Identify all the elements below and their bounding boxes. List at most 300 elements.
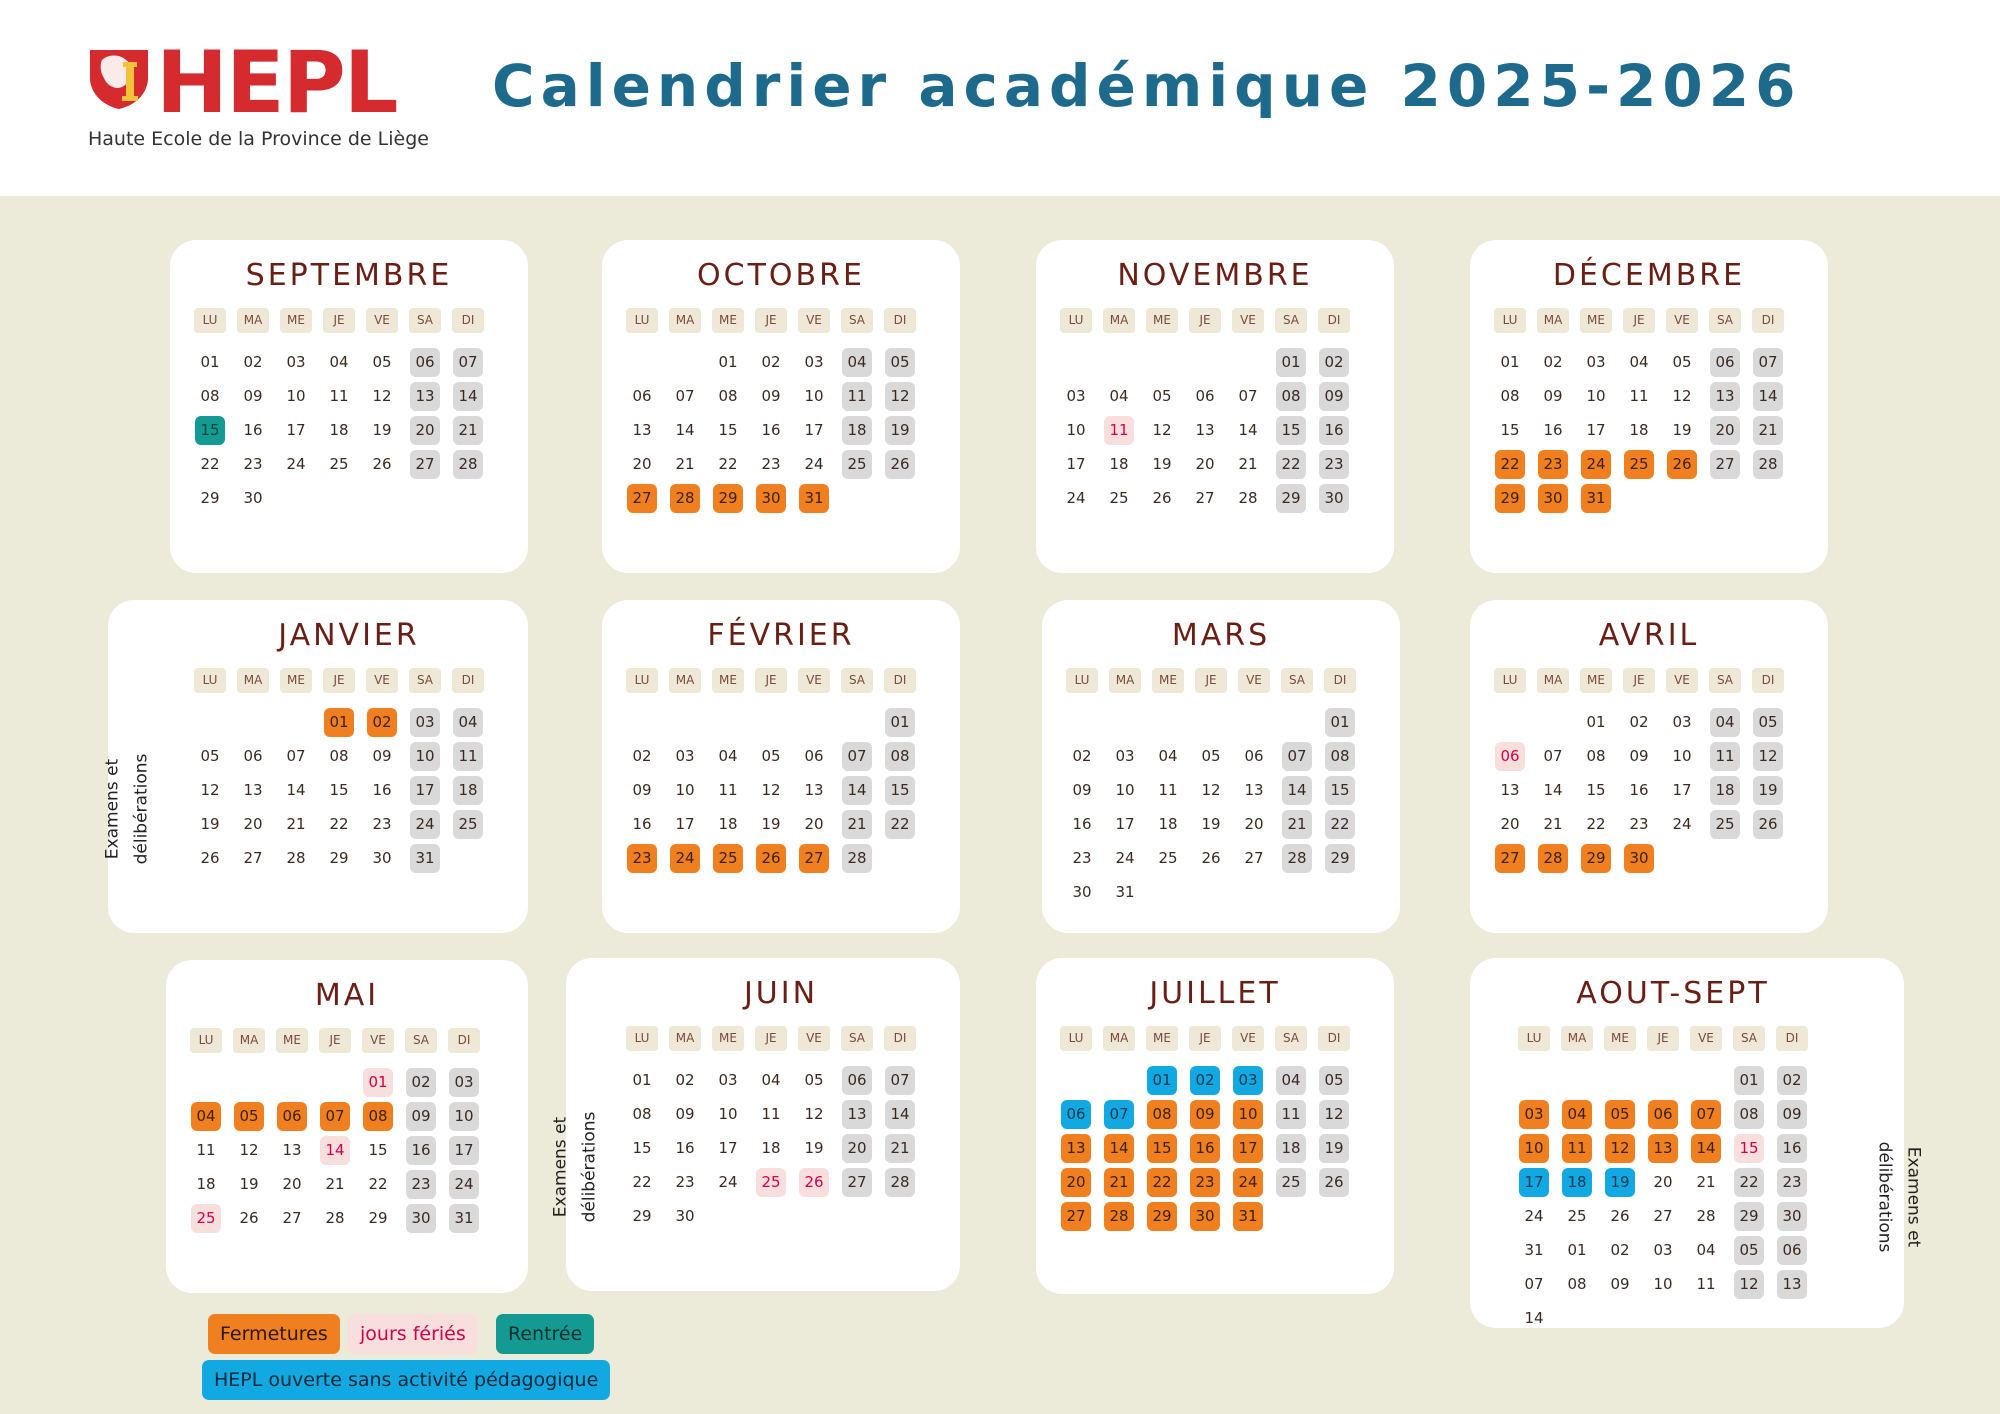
day-cell: 17 <box>1066 455 1086 473</box>
day-cell: 01 <box>1276 348 1306 377</box>
day-cell: 15 <box>632 1139 652 1157</box>
day-cell: 27 <box>410 450 440 479</box>
day-cell: 18 <box>1109 455 1129 473</box>
month-title: DÉCEMBRE <box>1552 258 1746 293</box>
day-cell: 18 <box>453 776 483 805</box>
day-cell: 23 <box>1190 1168 1220 1197</box>
day-cell: 19 <box>1152 455 1172 473</box>
day-cell: 13 <box>1648 1134 1678 1163</box>
day-cell: 22 <box>200 455 220 473</box>
day-cell: 10 <box>1519 1134 1549 1163</box>
day-cell: 27 <box>282 1209 302 1227</box>
day-cell: 08 <box>1586 747 1606 765</box>
day-cell: 15 <box>1586 781 1606 799</box>
weekday-label: MA <box>1537 668 1569 693</box>
month-card-mars <box>1042 600 1400 933</box>
month-title: MAI <box>314 978 380 1013</box>
weekday-label: ME <box>1604 1026 1636 1051</box>
day-cell: 30 <box>1319 484 1349 513</box>
day-cell: 03 <box>449 1068 479 1097</box>
month-card-septembre <box>170 240 528 573</box>
day-cell: 08 <box>1567 1275 1587 1293</box>
day-cell: 18 <box>842 416 872 445</box>
day-cell: 22 <box>1586 815 1606 833</box>
side-note-line: délibérations <box>131 753 152 865</box>
day-cell: 31 <box>1524 1241 1544 1259</box>
day-cell: 09 <box>1629 747 1649 765</box>
weekday-label: LU <box>1060 308 1092 333</box>
day-cell: 14 <box>320 1136 350 1165</box>
day-cell: 10 <box>286 387 306 405</box>
day-cell: 01 <box>363 1068 393 1097</box>
day-cell: 25 <box>191 1204 221 1233</box>
day-cell: 03 <box>1115 747 1135 765</box>
weekday-label: VE <box>362 1028 394 1053</box>
day-cell: 26 <box>1201 849 1221 867</box>
day-cell: 11 <box>453 742 483 771</box>
day-cell: 03 <box>675 747 695 765</box>
month-title: SEPTEMBRE <box>245 258 453 293</box>
day-cell: 30 <box>1190 1202 1220 1231</box>
day-cell: 15 <box>329 781 349 799</box>
day-cell: 21 <box>1753 416 1783 445</box>
day-cell: 09 <box>1319 382 1349 411</box>
logo-subtitle: Haute Ecole de la Province de Liège <box>88 128 429 150</box>
day-cell: 09 <box>1190 1100 1220 1129</box>
day-cell: 15 <box>195 416 225 445</box>
side-note-line: Examens et <box>1903 1146 1924 1248</box>
day-cell: 03 <box>1233 1066 1263 1095</box>
day-cell: 07 <box>842 742 872 771</box>
day-cell: 25 <box>329 455 349 473</box>
hepl-logo <box>88 33 429 158</box>
day-cell: 22 <box>1147 1168 1177 1197</box>
day-cell: 13 <box>804 781 824 799</box>
month-title: NOVEMBRE <box>1117 258 1313 293</box>
day-cell: 21 <box>1238 455 1258 473</box>
day-cell: 24 <box>718 1173 738 1191</box>
day-cell: 19 <box>1319 1134 1349 1163</box>
weekday-label: LU <box>1494 308 1526 333</box>
day-cell: 16 <box>1190 1134 1220 1163</box>
day-cell: 06 <box>1061 1100 1091 1129</box>
day-cell: 02 <box>1319 348 1349 377</box>
day-cell: 10 <box>1233 1100 1263 1129</box>
day-cell: 24 <box>1581 450 1611 479</box>
day-cell: 01 <box>1567 1241 1587 1259</box>
day-cell: 06 <box>243 747 263 765</box>
weekday-label: MA <box>1103 1026 1135 1051</box>
day-cell: 14 <box>1524 1309 1544 1327</box>
day-cell: 26 <box>1610 1207 1630 1225</box>
day-cell: 18 <box>1158 815 1178 833</box>
weekday-label: VE <box>798 1026 830 1051</box>
weekday-label: JE <box>1623 668 1655 693</box>
day-cell: 10 <box>804 387 824 405</box>
day-cell: 25 <box>842 450 872 479</box>
weekday-label: MA <box>669 308 701 333</box>
day-cell: 21 <box>1696 1173 1716 1191</box>
weekday-label: ME <box>1580 308 1612 333</box>
day-cell: 05 <box>234 1102 264 1131</box>
day-cell: 14 <box>1753 382 1783 411</box>
legend-jours-feries: jours fériés <box>348 1314 478 1354</box>
day-cell: 07 <box>1753 348 1783 377</box>
day-cell: 04 <box>761 1071 781 1089</box>
day-cell: 16 <box>761 421 781 439</box>
day-cell: 10 <box>1653 1275 1673 1293</box>
day-cell: 18 <box>329 421 349 439</box>
day-cell: 21 <box>1282 810 1312 839</box>
weekday-label: LU <box>1060 1026 1092 1051</box>
day-cell: 18 <box>761 1139 781 1157</box>
weekday-label: VE <box>1666 308 1698 333</box>
day-cell: 23 <box>627 844 657 873</box>
weekday-label: DI <box>1776 1026 1808 1051</box>
day-cell: 14 <box>842 776 872 805</box>
day-cell: 13 <box>1500 781 1520 799</box>
weekday-label: JE <box>1195 668 1227 693</box>
day-cell: 15 <box>1276 416 1306 445</box>
day-cell: 13 <box>243 781 263 799</box>
weekday-label: SA <box>1275 308 1307 333</box>
day-cell: 30 <box>1538 484 1568 513</box>
month-card-avril <box>1470 600 1828 933</box>
day-cell: 17 <box>804 421 824 439</box>
month-card-juin <box>550 958 960 1291</box>
weekday-label: ME <box>712 1026 744 1051</box>
day-cell: 29 <box>1276 484 1306 513</box>
day-cell: 12 <box>1201 781 1221 799</box>
weekday-label: SA <box>1709 668 1741 693</box>
weekday-label: VE <box>798 668 830 693</box>
day-cell: 30 <box>756 484 786 513</box>
day-cell: 28 <box>453 450 483 479</box>
day-cell: 05 <box>372 353 392 371</box>
day-cell: 21 <box>885 1134 915 1163</box>
day-cell: 27 <box>799 844 829 873</box>
weekday-label: VE <box>1666 668 1698 693</box>
day-cell: 25 <box>1158 849 1178 867</box>
lion-crest-icon <box>88 48 150 110</box>
day-cell: 09 <box>243 387 263 405</box>
month-title: JUILLET <box>1149 976 1281 1011</box>
day-cell: 19 <box>761 815 781 833</box>
day-cell: 25 <box>756 1168 786 1197</box>
day-cell: 27 <box>243 849 263 867</box>
day-cell: 04 <box>1158 747 1178 765</box>
day-cell: 27 <box>1195 489 1215 507</box>
day-cell: 22 <box>1734 1168 1764 1197</box>
day-cell: 18 <box>1562 1168 1592 1197</box>
day-cell: 17 <box>410 776 440 805</box>
weekday-label: JE <box>755 668 787 693</box>
day-cell: 30 <box>1624 844 1654 873</box>
day-cell: 29 <box>1147 1202 1177 1231</box>
page-header <box>0 0 2000 196</box>
day-cell: 21 <box>842 810 872 839</box>
day-cell: 17 <box>718 1139 738 1157</box>
day-cell: 24 <box>449 1170 479 1199</box>
day-cell: 02 <box>1610 1241 1630 1259</box>
month-title: MARS <box>1171 618 1271 653</box>
weekday-label: LU <box>1066 668 1098 693</box>
day-cell: 08 <box>1276 382 1306 411</box>
legend-rentree: Rentrée <box>496 1314 594 1354</box>
day-cell: 03 <box>1586 353 1606 371</box>
month-card-juillet <box>1036 958 1394 1294</box>
day-cell: 15 <box>1500 421 1520 439</box>
day-cell: 14 <box>885 1100 915 1129</box>
day-cell: 19 <box>372 421 392 439</box>
day-cell: 19 <box>239 1175 259 1193</box>
weekday-label: ME <box>1146 308 1178 333</box>
day-cell: 07 <box>885 1066 915 1095</box>
day-cell: 16 <box>675 1139 695 1157</box>
day-cell: 30 <box>243 489 263 507</box>
day-cell: 13 <box>1244 781 1264 799</box>
day-cell: 24 <box>670 844 700 873</box>
weekday-label: DI <box>1324 668 1356 693</box>
day-cell: 16 <box>372 781 392 799</box>
day-cell: 19 <box>1672 421 1692 439</box>
weekday-label: ME <box>712 308 744 333</box>
weekday-label: VE <box>1238 668 1270 693</box>
weekday-label: MA <box>1537 308 1569 333</box>
day-cell: 19 <box>1201 815 1221 833</box>
weekday-label: VE <box>1232 1026 1264 1051</box>
side-note-line: Examens et <box>102 758 123 860</box>
day-cell: 02 <box>1629 713 1649 731</box>
weekday-label: SA <box>409 308 441 333</box>
day-cell: 20 <box>1710 416 1740 445</box>
day-cell: 11 <box>1710 742 1740 771</box>
day-cell: 29 <box>632 1207 652 1225</box>
month-card-aout-sept <box>1470 958 1924 1328</box>
day-cell: 26 <box>200 849 220 867</box>
day-cell: 13 <box>1710 382 1740 411</box>
day-cell: 26 <box>239 1209 259 1227</box>
day-cell: 14 <box>453 382 483 411</box>
day-cell: 24 <box>286 455 306 473</box>
day-cell: 14 <box>1282 776 1312 805</box>
day-cell: 10 <box>718 1105 738 1123</box>
day-cell: 09 <box>1072 781 1092 799</box>
day-cell: 15 <box>1147 1134 1177 1163</box>
day-cell: 21 <box>1104 1168 1134 1197</box>
weekday-label: LU <box>626 1026 658 1051</box>
day-cell: 05 <box>1734 1236 1764 1265</box>
day-cell: 14 <box>1104 1134 1134 1163</box>
day-cell: 23 <box>1629 815 1649 833</box>
day-cell: 12 <box>1753 742 1783 771</box>
month-card-octobre <box>602 240 960 573</box>
weekday-label: LU <box>626 668 658 693</box>
day-cell: 07 <box>1543 747 1563 765</box>
day-cell: 20 <box>842 1134 872 1163</box>
day-cell: 04 <box>718 747 738 765</box>
day-cell: 09 <box>1543 387 1563 405</box>
day-cell: 06 <box>1244 747 1264 765</box>
day-cell: 05 <box>885 348 915 377</box>
day-cell: 28 <box>1282 844 1312 873</box>
day-cell: 23 <box>1319 450 1349 479</box>
day-cell: 03 <box>1672 713 1692 731</box>
day-cell: 07 <box>453 348 483 377</box>
day-cell: 03 <box>718 1071 738 1089</box>
day-cell: 08 <box>632 1105 652 1123</box>
day-cell: 28 <box>286 849 306 867</box>
day-cell: 06 <box>1495 742 1525 771</box>
side-note-examens <box>546 1112 604 1223</box>
day-cell: 02 <box>243 353 263 371</box>
month-card-mai <box>166 960 528 1293</box>
day-cell: 25 <box>713 844 743 873</box>
weekday-label: MA <box>669 668 701 693</box>
weekday-label: SA <box>841 1026 873 1051</box>
day-cell: 08 <box>1147 1100 1177 1129</box>
day-cell: 11 <box>761 1105 781 1123</box>
day-cell: 26 <box>1319 1168 1349 1197</box>
day-cell: 04 <box>329 353 349 371</box>
weekday-label: SA <box>1709 308 1741 333</box>
day-cell: 01 <box>1734 1066 1764 1095</box>
weekday-label: MA <box>233 1028 265 1053</box>
day-cell: 01 <box>632 1071 652 1089</box>
day-cell: 26 <box>1753 810 1783 839</box>
day-cell: 21 <box>286 815 306 833</box>
day-cell: 24 <box>1524 1207 1544 1225</box>
day-cell: 23 <box>1777 1168 1807 1197</box>
day-cell: 11 <box>1696 1275 1716 1293</box>
day-cell: 12 <box>761 781 781 799</box>
day-cell: 31 <box>1233 1202 1263 1231</box>
side-note-line: délibérations <box>579 1111 600 1223</box>
day-cell: 31 <box>410 844 440 873</box>
weekday-label: ME <box>1146 1026 1178 1051</box>
day-cell: 05 <box>1319 1066 1349 1095</box>
day-cell: 07 <box>320 1102 350 1131</box>
day-cell: 09 <box>675 1105 695 1123</box>
day-cell: 09 <box>632 781 652 799</box>
side-note-line: Examens et <box>550 1116 571 1218</box>
day-cell: 18 <box>718 815 738 833</box>
day-cell: 17 <box>1115 815 1135 833</box>
day-cell: 02 <box>1777 1066 1807 1095</box>
day-cell: 30 <box>1072 883 1092 901</box>
day-cell: 15 <box>368 1141 388 1159</box>
day-cell: 02 <box>1072 747 1092 765</box>
day-cell: 27 <box>1244 849 1264 867</box>
day-cell: 06 <box>804 747 824 765</box>
day-cell: 13 <box>842 1100 872 1129</box>
day-cell: 06 <box>632 387 652 405</box>
day-cell: 13 <box>1777 1270 1807 1299</box>
day-cell: 08 <box>200 387 220 405</box>
day-cell: 23 <box>406 1170 436 1199</box>
weekday-label: JE <box>323 308 355 333</box>
day-cell: 08 <box>1500 387 1520 405</box>
day-cell: 30 <box>372 849 392 867</box>
day-cell: 30 <box>406 1204 436 1233</box>
day-cell: 20 <box>1061 1168 1091 1197</box>
logo-wordmark: HEPL <box>156 33 397 133</box>
day-cell: 08 <box>718 387 738 405</box>
day-cell: 24 <box>1233 1168 1263 1197</box>
day-cell: 21 <box>675 455 695 473</box>
day-cell: 11 <box>1104 416 1134 445</box>
day-cell: 20 <box>1244 815 1264 833</box>
day-cell: 22 <box>1495 450 1525 479</box>
day-cell: 20 <box>632 455 652 473</box>
weekday-label: LU <box>1518 1026 1550 1051</box>
day-cell: 26 <box>1667 450 1697 479</box>
day-cell: 17 <box>675 815 695 833</box>
day-cell: 07 <box>1238 387 1258 405</box>
day-cell: 04 <box>453 708 483 737</box>
day-cell: 16 <box>406 1136 436 1165</box>
day-cell: 11 <box>1629 387 1649 405</box>
day-cell: 15 <box>1734 1134 1764 1163</box>
day-cell: 13 <box>1061 1134 1091 1163</box>
day-cell: 29 <box>713 484 743 513</box>
day-cell: 15 <box>718 421 738 439</box>
day-cell: 15 <box>885 776 915 805</box>
day-cell: 09 <box>1610 1275 1630 1293</box>
day-cell: 27 <box>1653 1207 1673 1225</box>
day-cell: 27 <box>842 1168 872 1197</box>
day-cell: 02 <box>1543 353 1563 371</box>
weekday-label: ME <box>276 1028 308 1053</box>
weekday-label: ME <box>712 668 744 693</box>
day-cell: 05 <box>1152 387 1172 405</box>
day-cell: 01 <box>885 708 915 737</box>
day-cell: 10 <box>1115 781 1135 799</box>
month-card-fevrier <box>602 600 960 933</box>
month-title: JUIN <box>743 976 819 1011</box>
day-cell: 31 <box>449 1204 479 1233</box>
day-cell: 16 <box>632 815 652 833</box>
day-cell: 11 <box>329 387 349 405</box>
day-cell: 29 <box>1581 844 1611 873</box>
day-cell: 06 <box>1710 348 1740 377</box>
day-cell: 16 <box>243 421 263 439</box>
day-cell: 12 <box>239 1141 259 1159</box>
day-cell: 29 <box>1325 844 1355 873</box>
day-cell: 03 <box>804 353 824 371</box>
day-cell: 08 <box>1325 742 1355 771</box>
day-cell: 04 <box>191 1102 221 1131</box>
day-cell: 23 <box>1538 450 1568 479</box>
day-cell: 23 <box>243 455 263 473</box>
day-cell: 04 <box>1710 708 1740 737</box>
weekday-label: MA <box>1109 668 1141 693</box>
day-cell: 28 <box>670 484 700 513</box>
legend-fermetures: Fermetures <box>208 1314 340 1354</box>
day-cell: 03 <box>1519 1100 1549 1129</box>
weekday-label: ME <box>280 308 312 333</box>
day-cell: 14 <box>1691 1134 1721 1163</box>
weekday-label: JE <box>1623 308 1655 333</box>
weekday-label: JE <box>1189 1026 1221 1051</box>
day-cell: 20 <box>243 815 263 833</box>
weekday-label: VE <box>1232 308 1264 333</box>
day-cell: 17 <box>286 421 306 439</box>
day-cell: 22 <box>632 1173 652 1191</box>
weekday-label: MA <box>1561 1026 1593 1051</box>
day-cell: 11 <box>196 1141 216 1159</box>
day-cell: 24 <box>410 810 440 839</box>
